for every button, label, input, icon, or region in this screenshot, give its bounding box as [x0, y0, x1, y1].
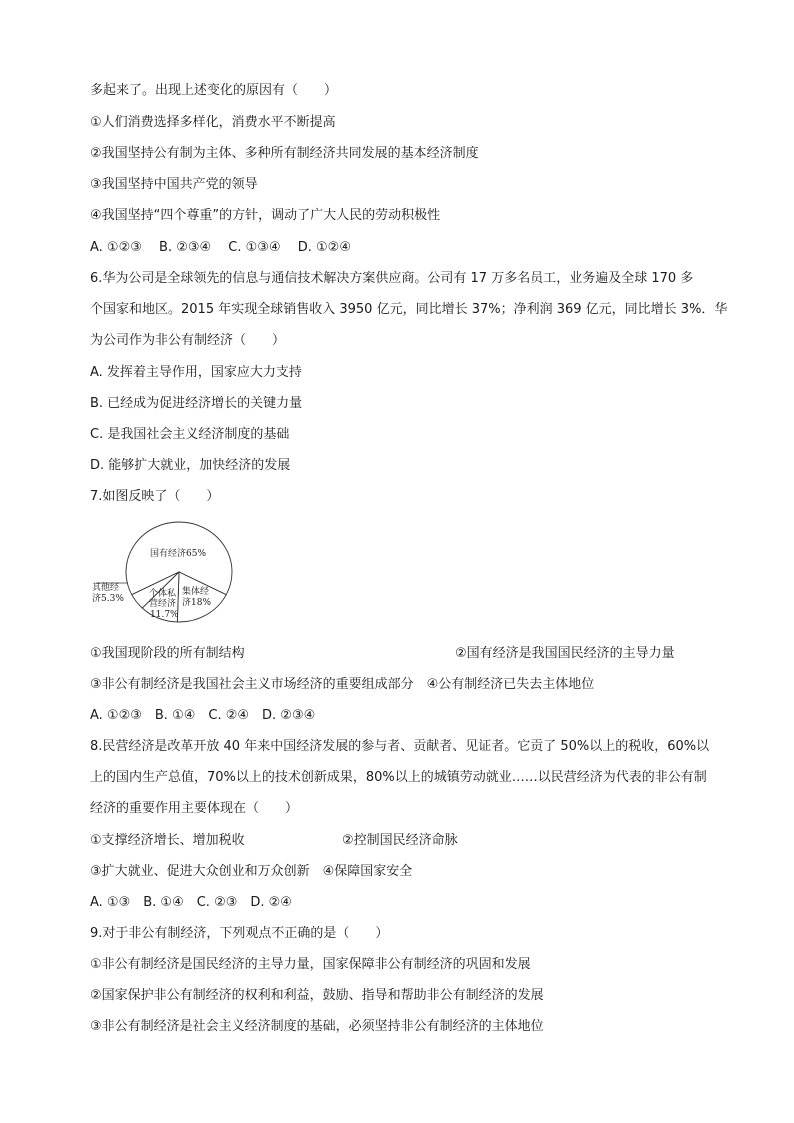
q7-stem: 7.如图反映了（ ） [90, 489, 220, 504]
label-collective-1: 集体经 [182, 587, 210, 597]
q7-options-row-2: ③非公有制经济是我国社会主义市场经济的重要组成部分 ④公有制经济已失去主体地位 [90, 677, 595, 692]
q5-option-1: ①人们消费选择多样化，消费水平不断提高 [90, 115, 336, 130]
q5-stem-end: 多起来了。出现上述变化的原因有（ ） [90, 83, 338, 98]
q8-stem-line-3: 经济的重要作用主要体现在（ ） [90, 801, 299, 816]
q9-option-1: ①非公有制经济是国民经济的主导力量，国家保障非公有制经济的巩固和发展 [90, 957, 531, 972]
q8-stem-line-1: 8.民营经济是改革开放 40 年来中国经济发展的参与者、贡献者、见证者。它贡了 50%以上的税收，60%以 [90, 739, 710, 754]
label-other-1: 其他经 [92, 583, 120, 593]
label-other-2: 济5.3% [92, 594, 124, 604]
q9-stem: 9.对于非公有制经济，下列观点不正确的是（ ） [90, 926, 389, 941]
q6-option-c: C. 是我国社会主义经济制度的基础 [90, 427, 290, 442]
q9-option-2: ②国家保护非公有制经济的权利和利益，鼓励、指导和帮助非公有制经济的发展 [90, 988, 544, 1003]
q5-option-3: ③我国坚持中国共产党的领导 [90, 177, 258, 192]
q8-stem-line-2: 上的国内生产总值，70%以上的技术创新成果，80%以上的城镇劳动就业……以民营经济为代表的非公有制 [90, 770, 707, 785]
q5-option-4: ④我国坚持“四个尊重”的方针，调动了广大人民的劳动积极性 [90, 208, 441, 223]
q6-stem-line-1: 6.华为公司是全球领先的信息与通信技术解决方案供应商。公司有 17 万多名员工，业务遍及全球 170 多 [90, 271, 694, 286]
label-state-economy: 国有经济65% [150, 549, 207, 559]
ownership-pie-chart [88, 520, 258, 630]
q6-stem-line-3: 为公司作为非公有制经济（ ） [90, 333, 286, 348]
q8-option-2: ②控制国民经济命脉 [342, 833, 458, 848]
q7-option-1: ①我国现阶段的所有制结构 [90, 646, 245, 661]
q6-option-d: D. 能够扩大就业，加快经济的发展 [90, 458, 291, 473]
q5-choices: A. ①②③ B. ②③④ C. ①③④ D. ①②④ [90, 240, 351, 255]
q5-option-2: ②我国坚持公有制为主体、多种所有制经济共同发展的基本经济制度 [90, 146, 479, 161]
q7-option-2: ②国有经济是我国国民经济的主导力量 [455, 646, 675, 661]
q8-option-1: ①支撑经济增长、增加税收 [90, 833, 245, 848]
q6-option-b: B. 已经成为促进经济增长的关键力量 [90, 396, 303, 411]
label-collective-2: 济18% [182, 598, 212, 608]
label-private-2: 营经济 [149, 599, 177, 609]
q8-choices: A. ①③ B. ①④ C. ②③ D. ②④ [90, 895, 292, 910]
label-private-3: 11.7% [150, 610, 179, 620]
q7-choices: A. ①②③ B. ①④ C. ②④ D. ②③④ [90, 708, 316, 723]
q9-option-3: ③非公有制经济是社会主义经济制度的基础，必须坚持非公有制经济的主体地位 [90, 1019, 544, 1034]
q6-option-a: A. 发挥着主导作用，国家应大力支持 [90, 365, 302, 380]
q8-options-row-2: ③扩大就业、促进大众创业和万众创新 ④保障国家安全 [90, 864, 413, 879]
label-private-1: 个体私 [149, 589, 177, 599]
q6-stem-line-2: 个国家和地区。2015 年实现全球销售收入 3950 亿元，同比增长 37%；净利润 369 亿元，同比增长 3%．华 [90, 302, 728, 317]
